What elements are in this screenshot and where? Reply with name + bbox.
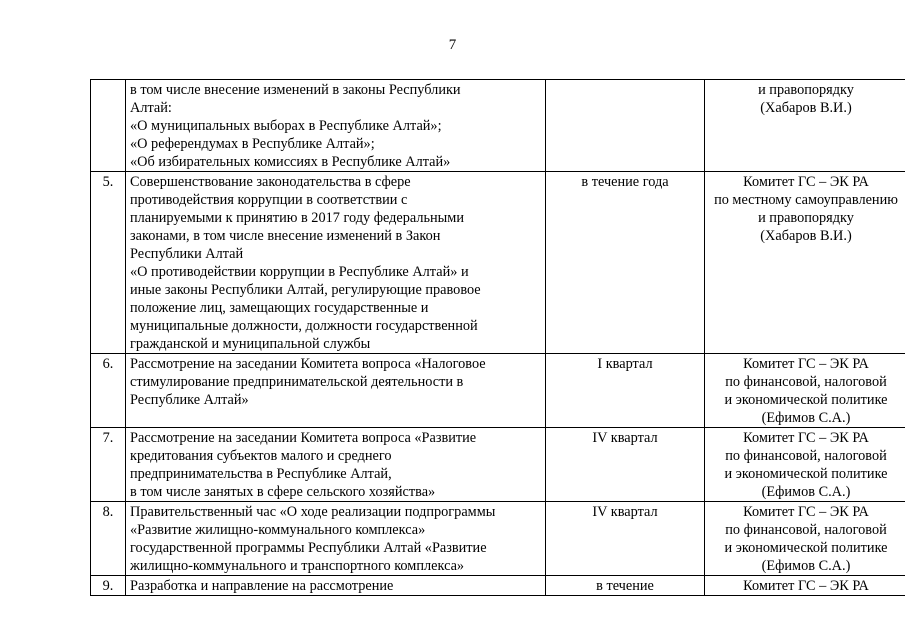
description-line: «Об избирательных комиссиях в Республике Алтай» <box>130 154 451 170</box>
description-line: Республике Алтай» <box>130 392 249 408</box>
description-line: планируемыми к принятию в 2017 году федеральными <box>130 210 464 226</box>
responsible-line: (Хабаров В.И.) <box>760 228 852 244</box>
row-number-cell: 9. <box>91 576 126 596</box>
responsible-line: и правопорядку <box>758 210 854 226</box>
plan-table <box>90 79 905 596</box>
description-line: предпринимательства в Республике Алтай, <box>130 466 392 482</box>
row-number-cell: 7. <box>91 428 126 502</box>
responsible-line: Комитет ГС – ЭК РА <box>743 504 869 520</box>
description-line: в том числе занятых в сфере сельского хозяйства» <box>130 484 436 500</box>
description-line: Рассмотрение на заседании Комитета вопроса «Развитие <box>130 430 477 446</box>
description-line: в том числе внесение изменений в законы Республики <box>130 82 461 98</box>
row-number-cell: 5. <box>91 172 126 354</box>
event-description-cell <box>126 502 546 576</box>
responsible-line: Комитет ГС – ЭК РА <box>743 430 869 446</box>
responsible-line: Комитет ГС – ЭК РА <box>743 356 869 372</box>
description-line: противодействия коррупции в соответствии с <box>130 192 408 208</box>
description-line: законами, в том числе внесение изменений в Закон <box>130 228 441 244</box>
row-number-cell: 6. <box>91 354 126 428</box>
responsible-line: по финансовой, налоговой <box>725 448 887 464</box>
event-description-cell <box>126 80 546 172</box>
responsible-cell <box>705 428 905 502</box>
description-line: муниципальные должности, должности государственной <box>130 318 478 334</box>
responsible-line: и экономической политике <box>724 466 888 482</box>
responsible-line: Комитет ГС – ЭК РА <box>743 174 869 190</box>
description-line: государственной программы Республики Алтай «Развитие <box>130 540 487 556</box>
description-line: иные законы Республики Алтай, регулирующие правовое <box>130 282 481 298</box>
responsible-line: по финансовой, налоговой <box>725 522 887 538</box>
responsible-line: (Ефимов С.А.) <box>761 484 851 500</box>
plan-table-body <box>91 80 905 596</box>
event-description-cell <box>126 576 546 596</box>
responsible-cell <box>705 354 905 428</box>
description-line: Алтай: <box>130 100 172 116</box>
description-line: стимулирование предпринимательской деятельности в <box>130 374 464 390</box>
page-number: 7 <box>448 37 457 53</box>
responsible-cell <box>705 502 905 576</box>
description-line: Разработка и направление на рассмотрение <box>130 578 394 594</box>
description-line: «О противодействии коррупции в Республике Алтай» и <box>130 264 469 280</box>
deadline-cell <box>546 80 705 172</box>
responsible-line: (Хабаров В.И.) <box>760 100 852 116</box>
responsible-cell <box>705 172 905 354</box>
responsible-line: и правопорядку <box>758 82 854 98</box>
table-row <box>91 502 905 576</box>
responsible-line: по финансовой, налоговой <box>725 374 887 390</box>
description-line: Совершенствование законодательства в сфере <box>130 174 411 190</box>
deadline-cell: I квартал <box>546 354 705 428</box>
responsible-line: по местному самоуправлению <box>714 192 898 208</box>
event-description-cell <box>126 172 546 354</box>
description-line: «О муниципальных выборах в Республике Алтай»; <box>130 118 442 134</box>
responsible-line: и экономической политике <box>724 392 888 408</box>
responsible-cell <box>705 80 905 172</box>
event-description-cell <box>126 354 546 428</box>
responsible-line: Комитет ГС – ЭК РА <box>743 578 869 594</box>
deadline-cell: в течение <box>546 576 705 596</box>
deadline-cell: в течение года <box>546 172 705 354</box>
description-line: гражданской и муниципальной службы <box>130 336 371 352</box>
row-number-cell <box>91 80 126 172</box>
responsible-line: и экономической политике <box>724 540 888 556</box>
deadline-cell: IV квартал <box>546 428 705 502</box>
description-line: кредитования субъектов малого и среднего <box>130 448 392 464</box>
table-row <box>91 172 905 354</box>
event-description-cell <box>126 428 546 502</box>
deadline-cell: IV квартал <box>546 502 705 576</box>
description-line: «О референдумах в Республике Алтай»; <box>130 136 375 152</box>
responsible-line: (Ефимов С.А.) <box>761 558 851 574</box>
description-line: «Развитие жилищно-коммунального комплекса» <box>130 522 426 538</box>
description-line: Рассмотрение на заседании Комитета вопроса «Налоговое <box>130 356 486 372</box>
responsible-cell <box>705 576 905 596</box>
table-row <box>91 354 905 428</box>
description-line: положение лиц, замещающих государственные и <box>130 300 429 316</box>
description-line: Республики Алтай <box>130 246 244 262</box>
table-row <box>91 576 905 596</box>
description-line: жилищно-коммунального и транспортного комплекса» <box>130 558 465 574</box>
table-row <box>91 428 905 502</box>
row-number-cell: 8. <box>91 502 126 576</box>
description-line: Правительственный час «О ходе реализации подпрограммы <box>130 504 496 520</box>
responsible-line: (Ефимов С.А.) <box>761 410 851 426</box>
table-row <box>91 80 905 172</box>
